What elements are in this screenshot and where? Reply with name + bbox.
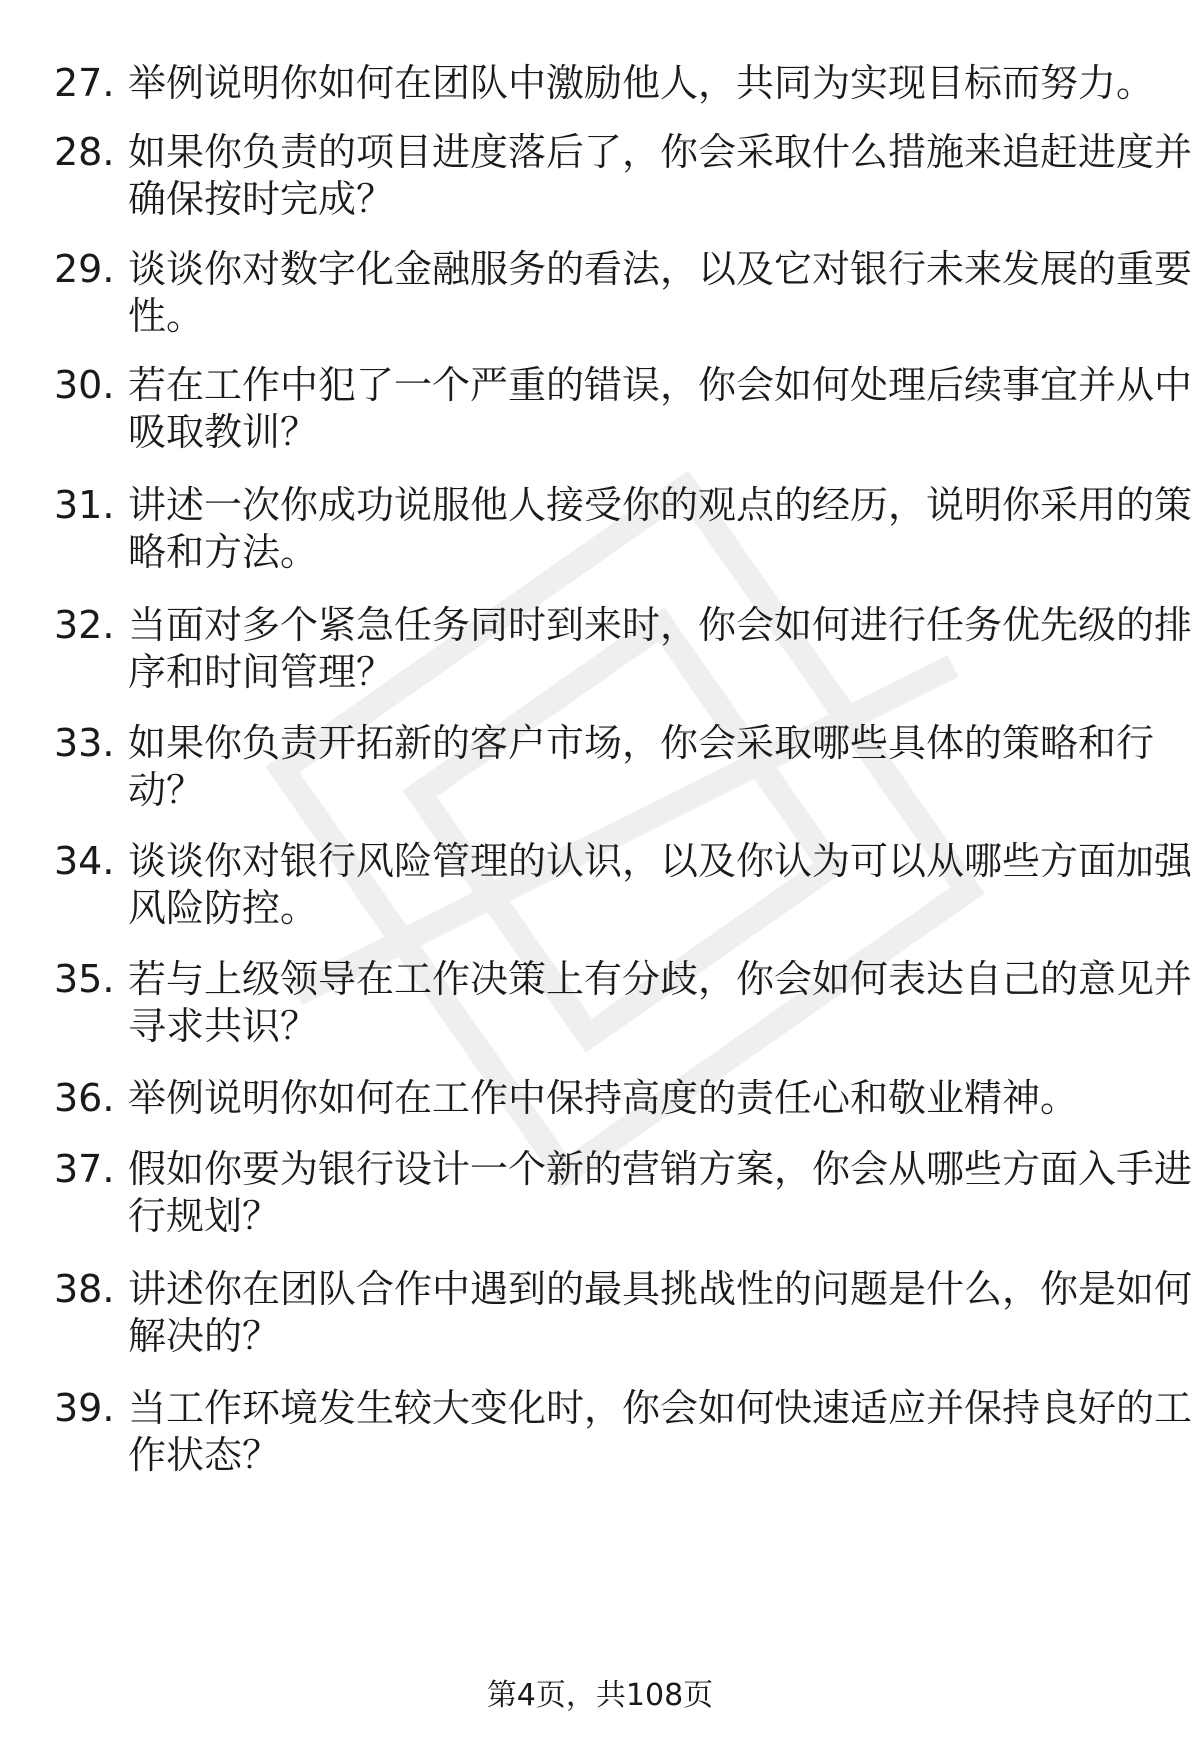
question-line: 略和方法。: [128, 530, 319, 574]
question-line: 作状态？: [128, 1433, 281, 1477]
question-line: 解决的？: [128, 1314, 281, 1358]
question-number: 30.: [54, 363, 115, 407]
question-number: 27.: [54, 61, 115, 105]
question-line: 吸取教训？: [128, 410, 319, 454]
question-text: [128, 1266, 1193, 1360]
question-line: 行规划？: [128, 1194, 281, 1238]
question-number: 29.: [54, 247, 115, 291]
question-line: 确保按时完成？: [128, 177, 395, 221]
question-number: 37.: [54, 1147, 115, 1191]
question-text: [128, 60, 1155, 107]
question-text: [128, 602, 1193, 696]
question-number: 38.: [54, 1267, 115, 1311]
question-text: [128, 956, 1193, 1050]
question-line: 如果你负责开拓新的客户市场，你会采取哪些具体的策略和行: [128, 721, 1155, 765]
question-text: [128, 838, 1193, 932]
question-number: 36.: [54, 1076, 115, 1120]
question-line: 举例说明你如何在工作中保持高度的责任心和敬业精神。: [128, 1076, 1079, 1120]
question-text: [128, 1385, 1193, 1479]
question-text: [128, 246, 1193, 340]
question-line: 如果你负责的项目进度落后了，你会采取什么措施来追赶进度并: [128, 130, 1193, 174]
question-line: 谈谈你对银行风险管理的认识，以及你认为可以从哪些方面加强: [128, 839, 1193, 883]
question-number: 34.: [54, 839, 115, 883]
question-line: 当面对多个紧急任务同时到来时，你会如何进行任务优先级的排: [128, 603, 1193, 647]
question-number: 33.: [54, 721, 115, 765]
question-text: [128, 720, 1155, 814]
question-number: 39.: [54, 1386, 115, 1430]
question-line: 举例说明你如何在团队中激励他人，共同为实现目标而努力。: [128, 61, 1155, 105]
question-line: 寻求共识？: [128, 1004, 319, 1048]
question-line: 讲述一次你成功说服他人接受你的观点的经历，说明你采用的策: [128, 483, 1193, 527]
question-line: 谈谈你对数字化金融服务的看法，以及它对银行未来发展的重要: [128, 247, 1193, 291]
question-line: 性。: [128, 294, 205, 338]
question-text: [128, 1075, 1138, 1122]
question-line: 序和时间管理？: [128, 650, 395, 694]
question-line: 讲述你在团队合作中遇到的最具挑战性的问题是什么，你是如何: [128, 1267, 1193, 1311]
question-line: 当工作环境发生较大变化时，你会如何快速适应并保持良好的工: [128, 1386, 1193, 1430]
question-number: 31.: [54, 483, 115, 527]
question-line: 假如你要为银行设计一个新的营销方案，你会从哪些方面入手进: [128, 1147, 1193, 1191]
question-text: [128, 362, 1193, 456]
question-line: 动？: [128, 768, 205, 812]
page-footer: 第4页，共108页: [486, 1678, 714, 1713]
question-text: [128, 129, 1193, 223]
question-line: 风险防控。: [128, 886, 319, 930]
question-line: 若与上级领导在工作决策上有分歧，你会如何表达自己的意见并: [128, 957, 1193, 1001]
question-number: 35.: [54, 957, 115, 1001]
question-text: [128, 482, 1193, 576]
question-number: 32.: [54, 603, 115, 647]
question-line: 若在工作中犯了一个严重的错误，你会如何处理后续事宜并从中: [128, 363, 1193, 407]
question-number: 28.: [54, 130, 115, 174]
question-text: [128, 1146, 1193, 1240]
